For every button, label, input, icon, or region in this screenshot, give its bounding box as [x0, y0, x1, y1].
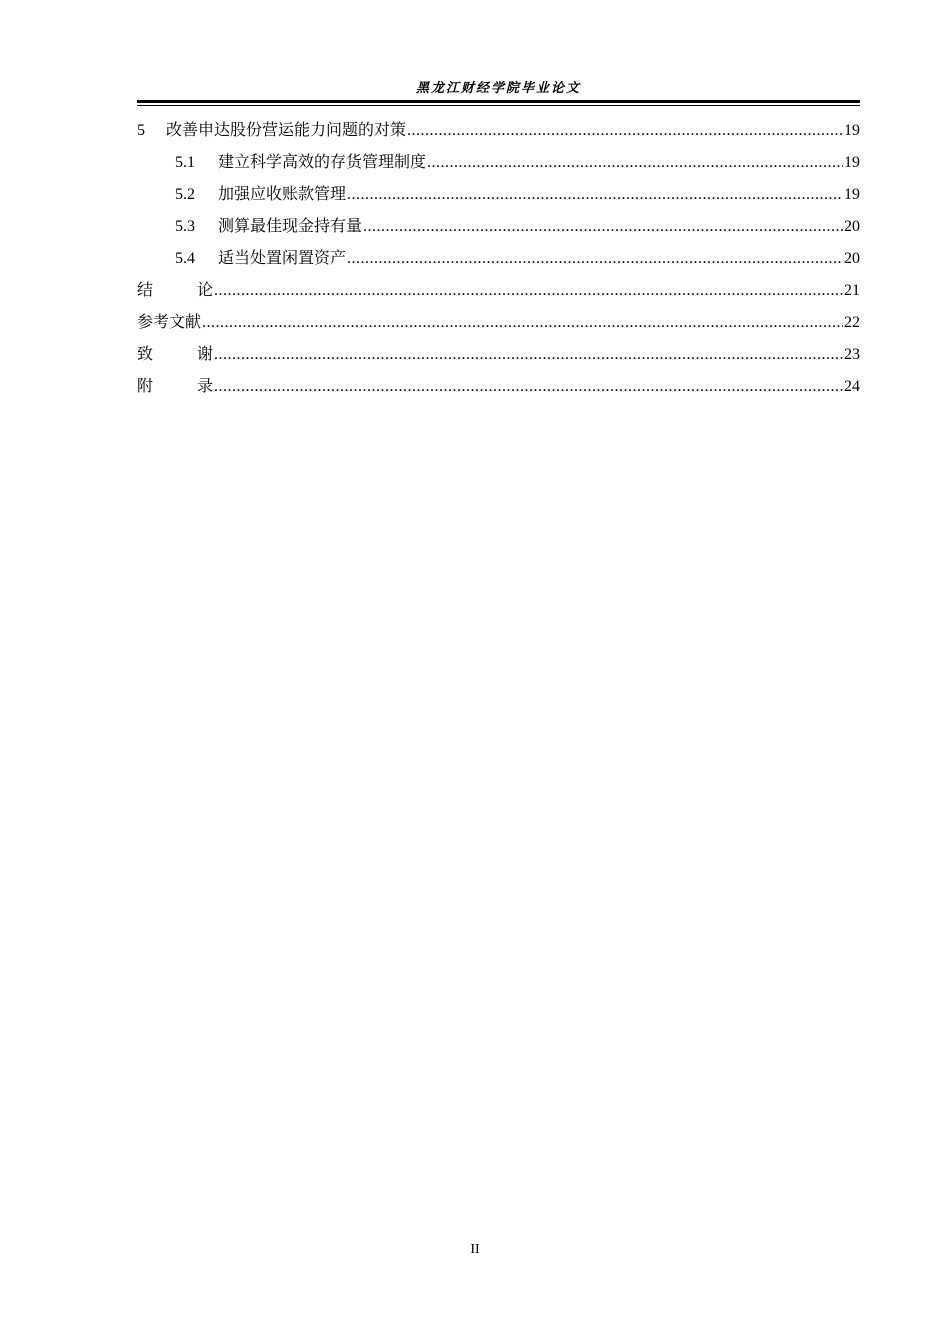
toc-dot-leader [427, 150, 843, 176]
toc-entry-number: 5 [137, 122, 145, 139]
table-of-contents [137, 117, 860, 405]
toc-label-char: 谢 [196, 344, 213, 363]
toc-entry-acknowledgements[interactable] [137, 341, 860, 373]
toc-label-char: 致 [137, 344, 154, 363]
toc-entry[interactable] [137, 149, 860, 181]
toc-dot-leader [363, 214, 843, 240]
toc-entry-label [137, 373, 213, 399]
toc-dot-leader [202, 310, 843, 336]
toc-entry-page: 20 [844, 218, 860, 235]
toc-label-char: 录 [196, 376, 213, 395]
toc-entry-appendix[interactable] [137, 373, 860, 405]
toc-dot-leader [347, 246, 843, 272]
toc-label-char: 结 [137, 280, 154, 299]
toc-entry[interactable] [137, 245, 860, 277]
toc-entry-page: 22 [844, 314, 860, 331]
toc-entry-label: 参考文献 [137, 312, 202, 331]
toc-entry-page: 19 [844, 122, 860, 139]
header-rule-thin [137, 105, 860, 106]
toc-entry-page: 21 [844, 282, 860, 299]
toc-entry-label [137, 341, 213, 367]
toc-entry[interactable] [137, 213, 860, 245]
toc-entry-label: 加强应收账款管理 [218, 184, 347, 203]
toc-entry-label: 适当处置闲置资产 [218, 248, 347, 267]
toc-entry-label: 改善申达股份营运能力问题的对策 [166, 120, 407, 139]
toc-entry-number: 5.2 [175, 186, 195, 203]
toc-dot-leader [214, 374, 843, 400]
toc-entry-page: 20 [844, 250, 860, 267]
toc-entry-number: 5.1 [175, 154, 195, 171]
header-title: 黑龙江财经学院毕业论文 [415, 81, 581, 96]
toc-entry-page: 19 [844, 154, 860, 171]
toc-entry-label: 建立科学高效的存货管理制度 [218, 152, 427, 171]
toc-entry-page: 19 [844, 186, 860, 203]
toc-dot-leader [214, 342, 843, 368]
toc-entry-number: 5.4 [175, 250, 195, 267]
toc-label-char: 附 [137, 376, 154, 395]
toc-entry-label: 测算最佳现金持有量 [218, 216, 363, 235]
toc-entry-number: 5.3 [175, 218, 195, 235]
toc-entry-references[interactable] [137, 309, 860, 341]
toc-dot-leader [214, 278, 843, 304]
toc-entry[interactable] [137, 181, 860, 213]
toc-entry-page: 24 [844, 378, 860, 395]
toc-dot-leader [347, 182, 843, 208]
toc-entry[interactable] [137, 117, 860, 149]
toc-entry-label [137, 277, 213, 303]
page-number: II [470, 1242, 480, 1257]
toc-entry-conclusion[interactable] [137, 277, 860, 309]
toc-dot-leader [407, 118, 843, 144]
header-rule-thick [137, 100, 860, 103]
toc-entry-page: 23 [844, 346, 860, 363]
toc-label-char: 论 [196, 280, 213, 299]
